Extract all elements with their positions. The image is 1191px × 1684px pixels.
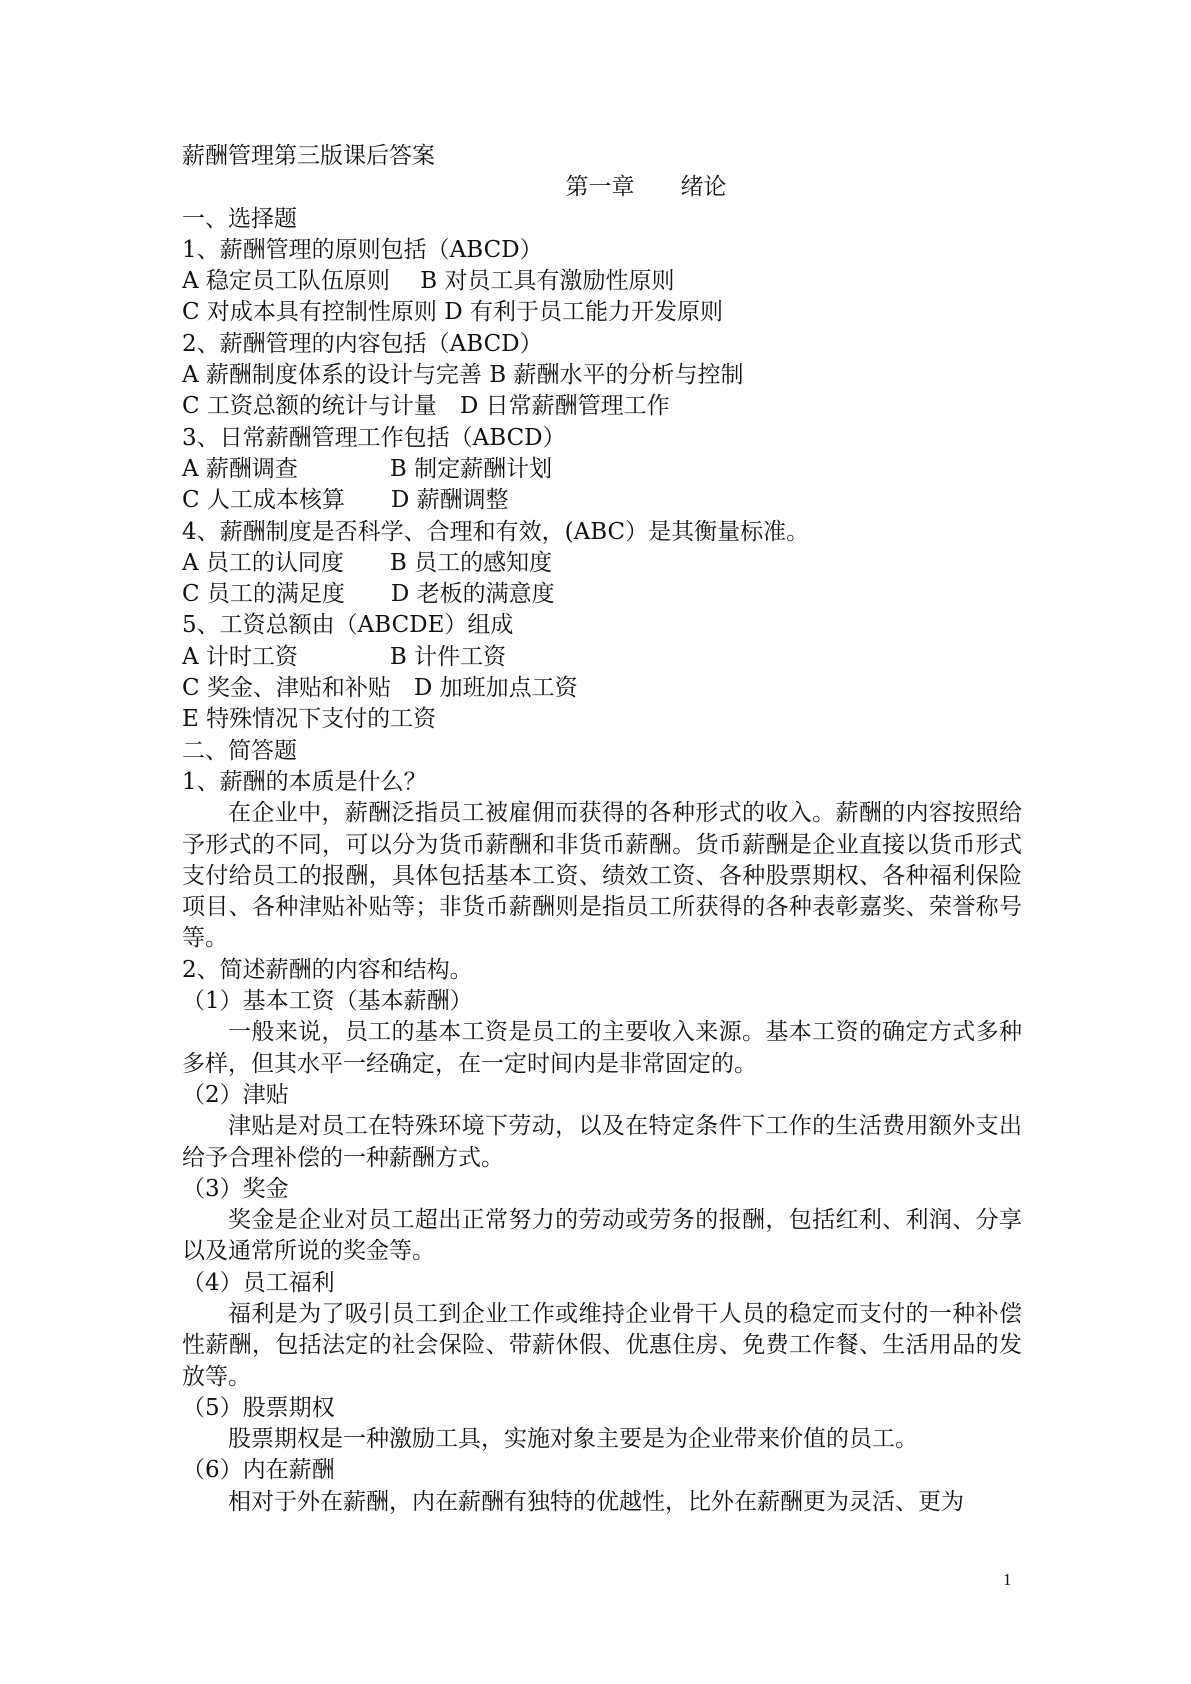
choice-line: 5、工资总额由（ABCDE）组成 — [182, 612, 514, 639]
choice-line: A 员工的认同度 B 员工的感知度 — [182, 549, 553, 576]
item-heading: （6）内在薪酬 — [182, 1457, 335, 1484]
item-text: 相对于外在薪酬，内在薪酬有独特的优越性，比外在薪酬更为灵活、更为 — [228, 1488, 964, 1515]
question-1: 1、薪酬的本质是什么？ — [182, 768, 427, 795]
item-heading: （2）津贴 — [182, 1081, 289, 1108]
section-heading-short: 二、简答题 — [182, 737, 297, 764]
choice-line: A 薪酬调查 B 制定薪酬计划 — [182, 455, 553, 482]
choice-line: C 员工的满足度 D 老板的满意度 — [182, 581, 555, 608]
section-heading-choice: 一、选择题 — [182, 205, 297, 232]
item-text: 津贴是对员工在特殊环境下劳动，以及在特定条件下工作的生活费用额外支出给予合理补偿的一种薪酬方式。 — [182, 1113, 1022, 1171]
choice-line: C 人工成本核算 D 薪酬调整 — [182, 487, 509, 514]
item-text: 一般来说，员工的基本工资是员工的主要收入来源。基本工资的确定方式多种多样，但其水平一经确定，在一定时间内是非常固定的。 — [182, 1019, 1022, 1077]
item-heading: （4）员工福利 — [182, 1269, 335, 1296]
item-text: 福利是为了吸引员工到企业工作或维持企业骨干人员的稳定而支付的一种补偿性薪酬，包括法定的社会保险、带薪休假、优惠住房、免费工作餐、生活用品的发放等。 — [182, 1300, 1022, 1390]
choice-line: 2、薪酬管理的内容包括（ABCD） — [182, 330, 543, 357]
choice-line: A 稳定员工队伍原则 B 对员工具有激励性原则 — [182, 268, 675, 295]
chapter-title: 第一章 绪论 — [565, 174, 727, 201]
item-heading: （1）基本工资（基本薪酬） — [182, 988, 473, 1015]
answer-1: 在企业中，薪酬泛指员工被雇佣而获得的各种形式的收入。薪酬的内容按照给予形式的不同，可以分为货币薪酬和非货币薪酬。货币薪酬是企业直接以货币形式支付给员工的报酬，具体包括基本工资、绩效工资、各种股票期权、各种福利保险项目、各种津贴补贴等；非货币薪酬则是指员工所获得的各种表彰嘉奖、荣誉称号等。 — [182, 800, 1022, 952]
item-text: 股票期权是一种激励工具，实施对象主要是为企业带来价值的员工。 — [228, 1426, 918, 1453]
question-2: 2、简述薪酬的内容和结构。 — [182, 956, 473, 983]
item-text: 奖金是企业对员工超出正常努力的劳动或劳务的报酬，包括红利、利润、分享以及通常所说的奖金等。 — [182, 1207, 1022, 1265]
item-heading: （3）奖金 — [182, 1175, 289, 1202]
choice-line: 1、薪酬管理的原则包括（ABCD） — [182, 236, 543, 263]
page-content — [182, 141, 1022, 1518]
page-number: 1 — [1003, 1570, 1012, 1589]
choice-line: E 特殊情况下支付的工资 — [182, 706, 437, 733]
choice-line: C 工资总额的统计与计量 D 日常薪酬管理工作 — [182, 393, 670, 420]
item-heading: （5）股票期权 — [182, 1394, 335, 1421]
choice-line: 4、薪酬制度是否科学、合理和有效，(ABC）是其衡量标准。 — [182, 518, 810, 545]
choice-line: 3、日常薪酬管理工作包括（ABCD） — [182, 424, 566, 451]
choice-line: A 薪酬制度体系的设计与完善 B 薪酬水平的分析与控制 — [182, 362, 744, 389]
document-title: 薪酬管理第三版课后答案 — [182, 143, 435, 169]
choice-line: C 奖金、津贴和补贴 D 加班加点工资 — [182, 675, 578, 702]
choice-line: C 对成本具有控制性原则 D 有利于员工能力开发原则 — [182, 299, 723, 326]
choice-line: A 计时工资 B 计件工资 — [182, 643, 507, 670]
